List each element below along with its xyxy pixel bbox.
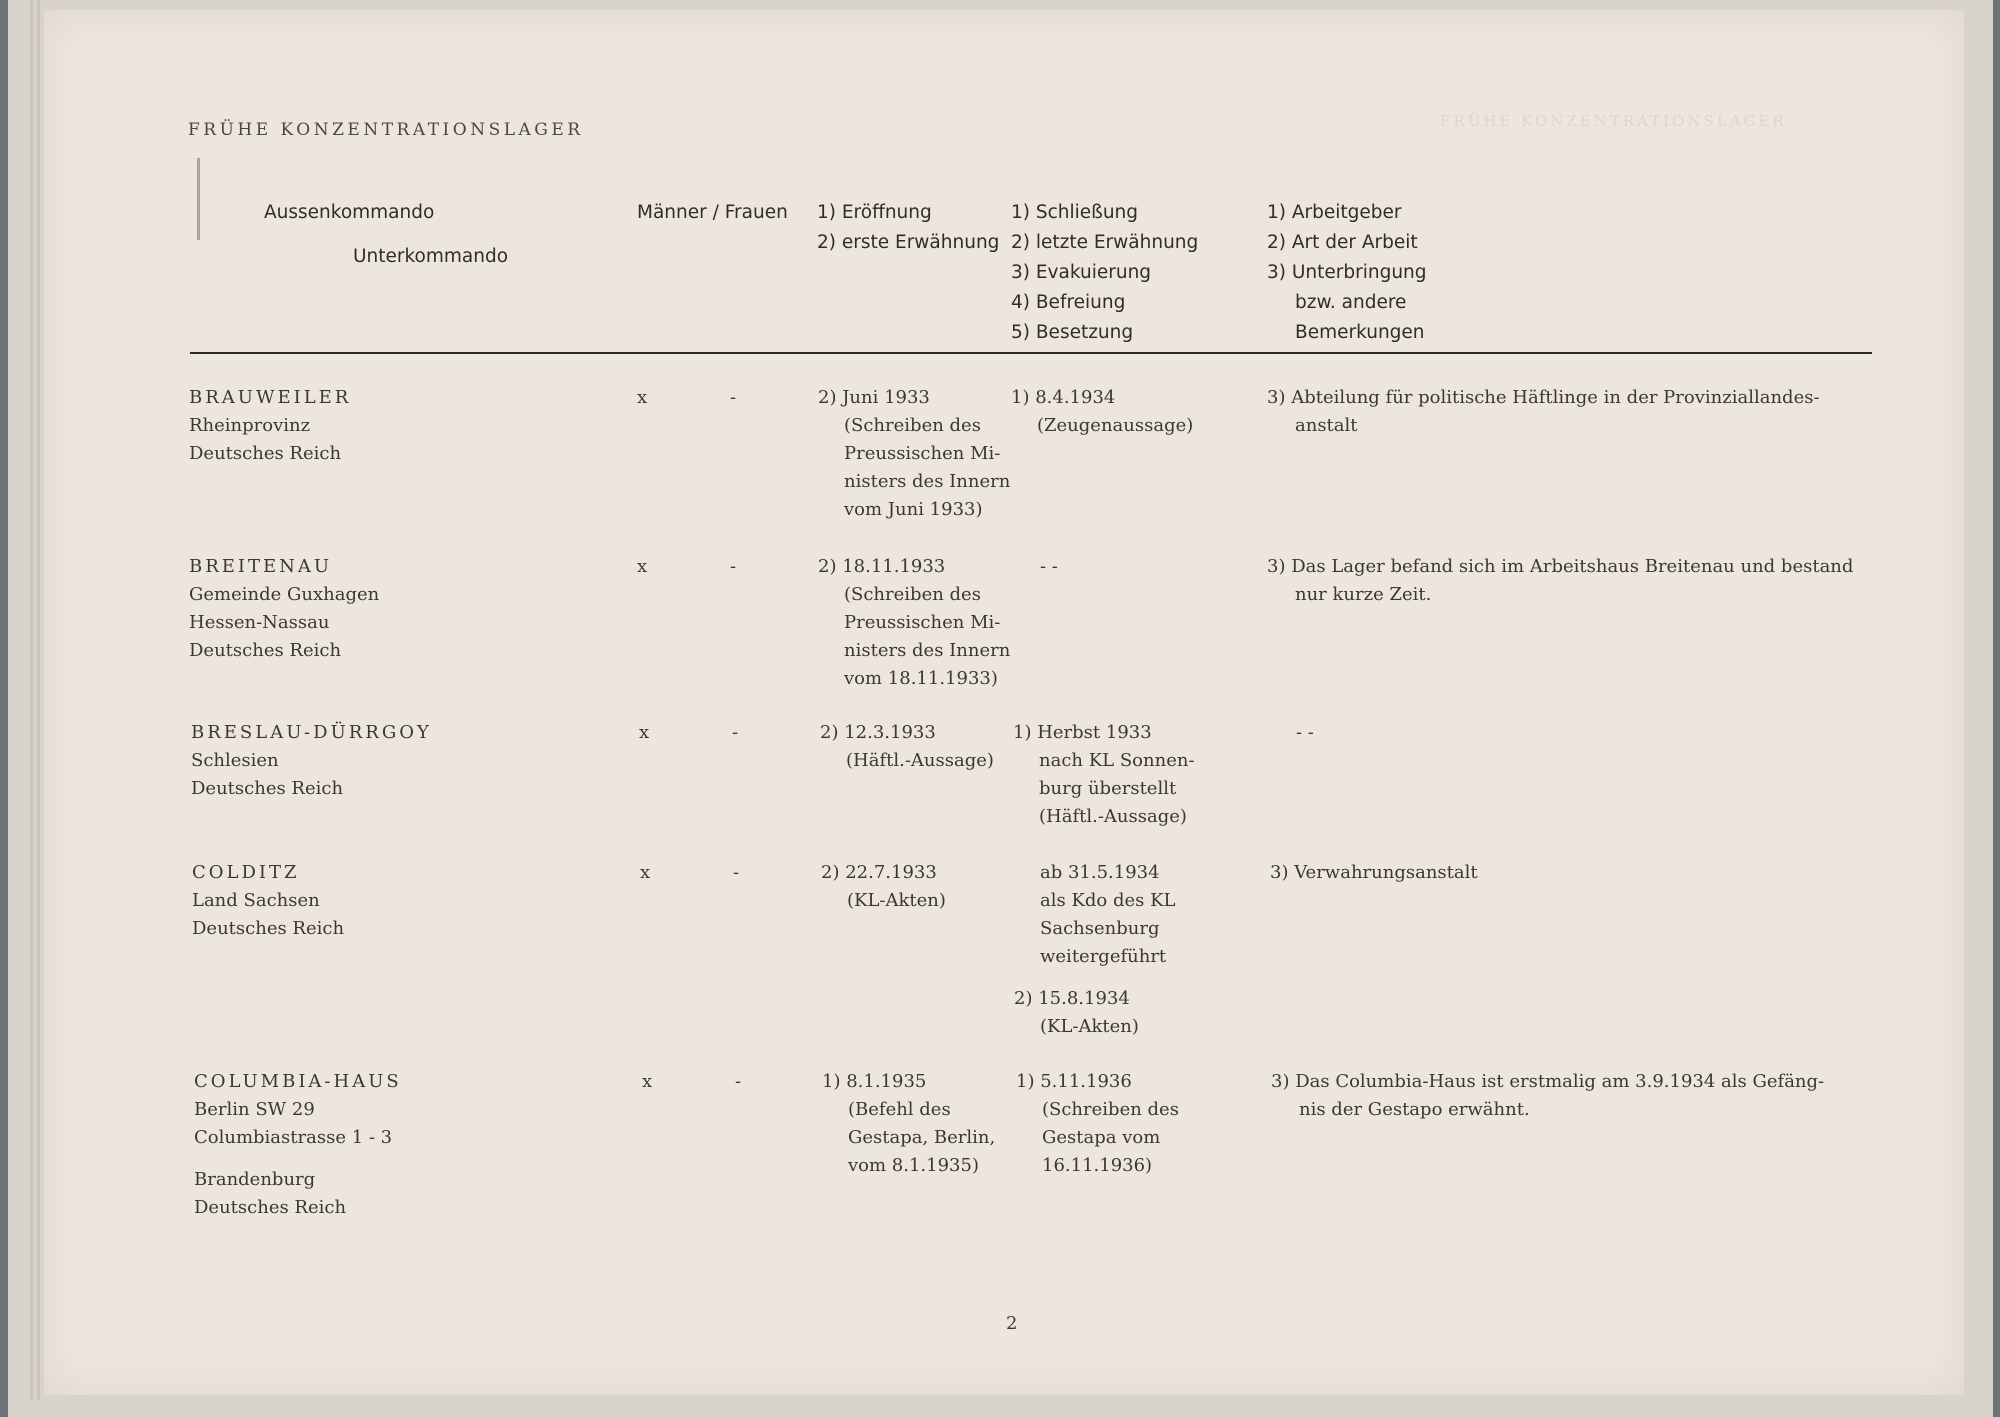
closing-cell: 1) 5.11.1936 (Schreiben des Gestapa vom 16.11.1936)	[1016, 1071, 1179, 1176]
page-edge	[30, 0, 33, 1400]
column-header-eroeffnung: 1) Eröffnung 2) erste Erwähnung	[817, 202, 1000, 253]
remarks-cell: 3) Verwahrungsanstalt	[1270, 862, 1478, 883]
women-mark: -	[733, 862, 740, 883]
column-header-aussenkommando: Aussenkommando	[264, 202, 435, 223]
camp-name: COLDITZ	[192, 862, 300, 883]
column-header-arbeitgeber: 1) Arbeitgeber 2) Art der Arbeit 3) Unterbringung bzw. andere Bemerkungen	[1267, 202, 1427, 343]
remarks-cell: - -	[1296, 722, 1314, 743]
opening-cell: 2) 12.3.1933 (Häftl.-Aussage)	[820, 722, 994, 771]
table-row: BRAUWEILER Rheinprovinz Deutsches Reich	[189, 384, 351, 468]
closing-cell: - -	[1040, 556, 1058, 577]
closing-cell: ab 31.5.1934 als Kdo des KL Sachsenburg weitergeführt 2) 15.8.1934 (KL-Akten)	[1014, 862, 1176, 1037]
men-mark: x	[640, 862, 651, 883]
women-mark: -	[730, 556, 737, 577]
opening-cell: 1) 8.1.1935 (Befehl des Gestapa, Berlin, vom 8.1.1935)	[822, 1071, 996, 1176]
page-edge	[37, 0, 40, 1400]
table-row: COLDITZ Land Sachsen Deutsches Reich	[192, 859, 344, 943]
bleed-through: FRÜHE KONZENTRATIONSLAGER	[1440, 112, 1787, 130]
women-mark: -	[730, 387, 737, 408]
margin-bar	[197, 158, 200, 240]
column-header-schliessung: 1) Schließung 2) letzte Erwähnung 3) Evakuierung 4) Befreiung 5) Besetzung	[1011, 202, 1199, 343]
column-header-maenner-frauen: Männer / Frauen	[637, 202, 788, 223]
table-row: BRESLAU-DÜRRGOY Schlesien Deutsches Reich	[191, 719, 432, 803]
section-title: FRÜHE KONZENTRATIONSLAGER	[188, 120, 584, 140]
camp-name: COLUMBIA-HAUS	[194, 1071, 402, 1092]
women-mark: -	[735, 1071, 742, 1092]
camp-name: BRESLAU-DÜRRGOY	[191, 722, 432, 743]
closing-cell: 1) Herbst 1933 nach KL Sonnen- burg überstellt (Häftl.-Aussage)	[1013, 722, 1195, 827]
opening-cell: 2) 22.7.1933 (KL-Akten)	[821, 862, 946, 911]
men-mark: x	[637, 556, 648, 577]
closing-cell: 1) 8.4.1934 (Zeugenaussage)	[1011, 387, 1194, 436]
men-mark: x	[639, 722, 650, 743]
table-row: BREITENAU Gemeinde Guxhagen Hessen-Nassau Deutsches Reich	[189, 553, 379, 665]
page-number: 2	[1006, 1313, 1018, 1334]
camp-name: BREITENAU	[189, 556, 333, 577]
opening-cell: 2) 18.11.1933 (Schreiben des Preussischen Mi- nisters des Innern vom 18.11.1933)	[818, 556, 1011, 689]
men-mark: x	[642, 1071, 653, 1092]
remarks-cell: 3) Das Lager befand sich im Arbeitshaus Breitenau und bestand nur kurze Zeit.	[1267, 556, 1854, 605]
camp-name: BRAUWEILER	[189, 387, 352, 408]
women-mark: -	[732, 722, 739, 743]
column-header-unterkommando: Unterkommando	[353, 246, 509, 267]
men-mark: x	[637, 387, 648, 408]
remarks-cell: 3) Das Columbia-Haus ist erstmalig am 3.9.1934 als Gefäng- nis der Gestapo erwähnt.	[1271, 1071, 1825, 1120]
header-rule	[190, 352, 1872, 354]
table-row: COLUMBIA-HAUS Berlin SW 29 Columbiastrasse 1 - 3 Brandenburg Deutsches Reich	[194, 1068, 402, 1222]
opening-cell: 2) Juni 1933 (Schreiben des Preussischen Mi- nisters des Innern vom Juni 1933)	[818, 387, 1011, 520]
remarks-cell: 3) Abteilung für politische Häftlinge in der Provinziallandes- anstalt	[1267, 387, 1820, 436]
